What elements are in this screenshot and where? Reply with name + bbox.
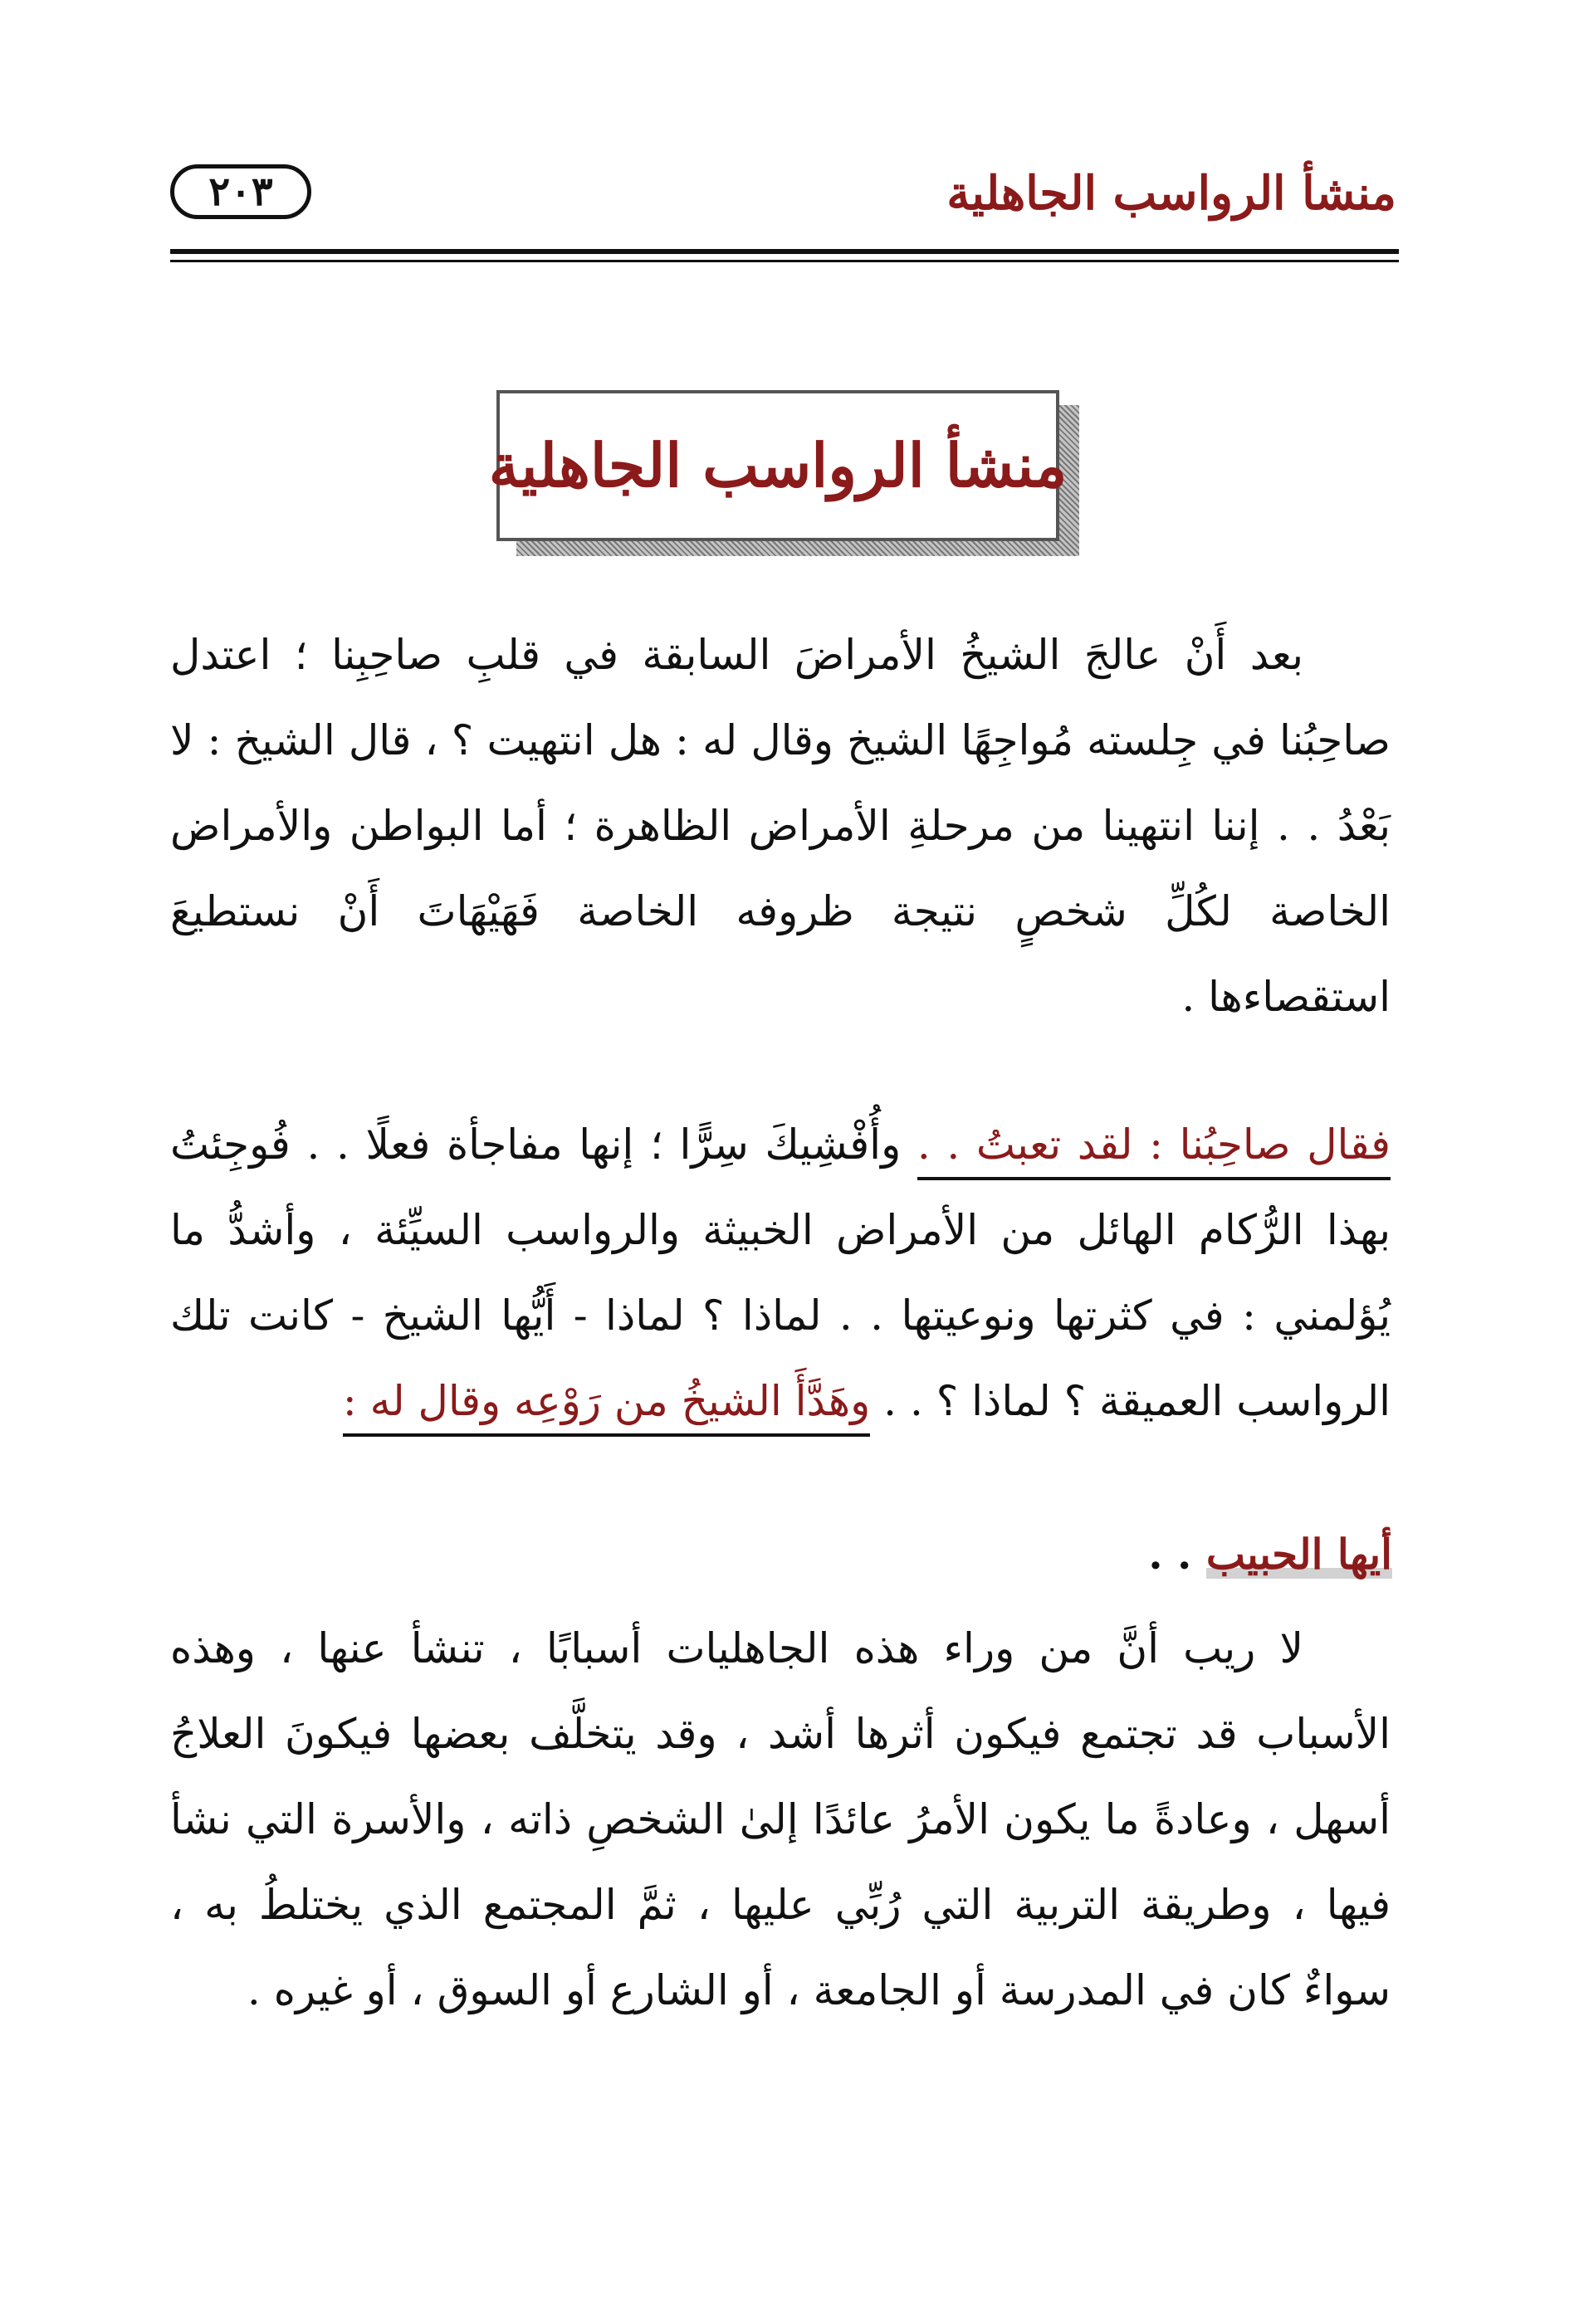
paragraph-2-text xyxy=(170,1102,1391,1444)
subheading-highlight: أيها الحبيب xyxy=(1205,1530,1392,1579)
subheading xyxy=(1148,1530,1392,1579)
dialogue-ending: وهَدَّأَ الشيخُ من رَوْعِه وقال له : xyxy=(343,1377,870,1437)
paragraph-1-text: بعد أَنْ عالجَ الشيخُ الأمراضَ السابقة في قلبِ صاحِبِنا ؛ اعتدل صاحِبُنا في جِلسته مُواجِهًا الشيخ وقال له : هل انتهيت ؟ ، قال الشيخ : لا بَعْدُ . . إننا انتهينا من مرحلةِ الأمراض الظاهرة ؛ أما البواطن والأمراض الخاصة لكُلِّ شخصٍ نتيجة ظروفه الخاصة فَهَيْهَاتَ أَنْ نستطيعَ استقصاءها . xyxy=(170,631,1391,1021)
page-number-badge: ٢٠٣ xyxy=(170,164,311,219)
paragraph-2 xyxy=(170,1102,1391,1444)
dialogue-body: وأُفْشِيكَ سِرًّا ؛ إنها مفاجأة فعلًا . . فُوجِئتُ بهذا الرُّكام الهائل من الأمراض الخبيثة والرواسب السيِّئة ، وأشدُّ ما يُؤلمني : في كثرتها ونوعيتها . . لماذا ؟ لماذا - أَيُّها الشيخ - كانت تلك الرواسب العميقة ؟ لماذا ؟ . . xyxy=(170,1120,1391,1425)
section-title: منشأ الرواسب الجاهلية xyxy=(488,430,1068,500)
paragraph-1 xyxy=(170,613,1391,1040)
paragraph-3-text: لا ريب أنَّ من وراء هذه الجاهليات أسبابًا ، تنشأ عنها ، وهذه الأسباب قد تجتمع فيكون أثرها أشد ، وقد يتخلَّف بعضها فيكونَ العلاجُ أسهل ، وعادةً ما يكون الأمرُ عائدًا إلىٰ الشخصِ ذاته ، والأسرة التي نشأ فيها ، وطريقة التربية التي رُبِّي عليها ، ثمَّ المجتمع الذي يختلطُ به ، سواءٌ كان في المدرسة أو الجامعة ، أو الشارع أو السوق ، أو غيره . xyxy=(170,1624,1391,2014)
subheading-suffix: . . xyxy=(1148,1530,1206,1579)
header-rule-thick xyxy=(170,249,1399,254)
running-header-title: منشأ الرواسب الجاهلية xyxy=(946,166,1396,221)
dialogue-intro: فقال صاحِبُنا : لقد تعبتُ . . xyxy=(917,1120,1391,1180)
section-title-box xyxy=(488,390,1068,541)
header-rule-thin xyxy=(170,260,1399,262)
paragraph-3 xyxy=(170,1606,1391,2034)
